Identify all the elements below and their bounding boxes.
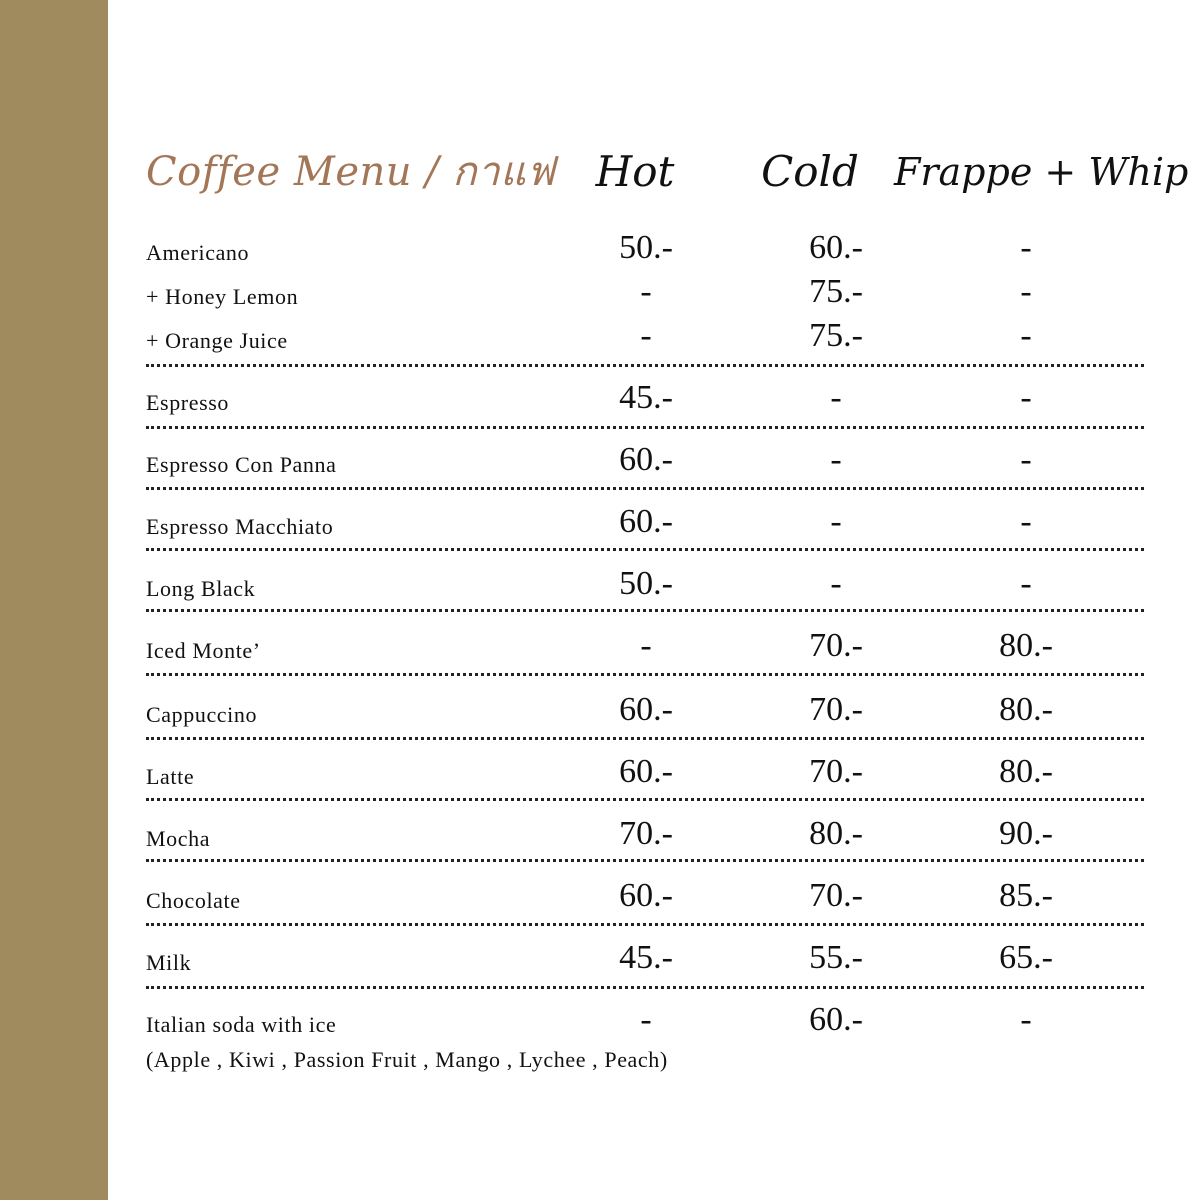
dotted-separator xyxy=(146,923,1144,926)
menu-row-milk xyxy=(146,938,1146,978)
price-hot: 50.- xyxy=(619,565,673,602)
price-hot: - xyxy=(640,317,652,354)
column-header-hot: Hot xyxy=(595,147,675,196)
item-name: Milk xyxy=(146,950,192,975)
price-frappe: 80.- xyxy=(999,627,1053,664)
price-cold: 60.- xyxy=(809,229,863,266)
price-hot: 60.- xyxy=(619,691,673,728)
item-name: Mocha xyxy=(146,826,211,851)
menu-row-americano xyxy=(146,228,1146,268)
item-name: Italian soda with ice xyxy=(146,1012,337,1037)
dotted-separator xyxy=(146,737,1144,740)
item-name: Chocolate xyxy=(146,888,241,913)
menu-row-latte xyxy=(146,752,1146,792)
price-frappe: 80.- xyxy=(999,691,1053,728)
price-hot: 45.- xyxy=(619,379,673,416)
menu-row-espresso xyxy=(146,378,1146,418)
dotted-separator xyxy=(146,859,1144,862)
price-cold: 70.- xyxy=(809,691,863,728)
price-cold: 70.- xyxy=(809,627,863,664)
price-cold: - xyxy=(830,565,842,602)
menu-row-chocolate xyxy=(146,876,1146,916)
price-frappe: - xyxy=(1020,565,1032,602)
price-hot: - xyxy=(640,273,652,310)
item-name: Latte xyxy=(146,764,195,789)
price-frappe: 85.- xyxy=(999,877,1053,914)
price-hot: 60.- xyxy=(619,877,673,914)
price-frappe: - xyxy=(1020,379,1032,416)
dotted-separator xyxy=(146,673,1144,676)
menu-row-iced-monte xyxy=(146,626,1146,666)
item-name: + Orange Juice xyxy=(146,328,288,353)
price-frappe: - xyxy=(1020,317,1032,354)
price-frappe: - xyxy=(1020,273,1032,310)
price-hot: 60.- xyxy=(619,503,673,540)
item-name: Long Black xyxy=(146,576,256,601)
price-frappe: 65.- xyxy=(999,939,1053,976)
item-name: Espresso Macchiato xyxy=(146,514,334,539)
price-hot: 60.- xyxy=(619,441,673,478)
price-cold: - xyxy=(830,503,842,540)
price-frappe: - xyxy=(1020,503,1032,540)
italian-soda-flavors-note: (Apple , Kiwi , Passion Fruit , Mango , Lychee , Peach) xyxy=(146,1047,668,1072)
price-frappe: 80.- xyxy=(999,753,1053,790)
price-cold: 70.- xyxy=(809,753,863,790)
dotted-separator xyxy=(146,548,1144,551)
dotted-separator xyxy=(146,487,1144,490)
price-hot: 50.- xyxy=(619,229,673,266)
price-cold: 75.- xyxy=(809,273,863,310)
price-cold: 80.- xyxy=(809,815,863,852)
price-hot: 70.- xyxy=(619,815,673,852)
price-cold: 75.- xyxy=(809,317,863,354)
menu-row-cappuccino xyxy=(146,690,1146,730)
column-header-frappe: Frappe + Whip xyxy=(894,150,1189,194)
menu-row-mocha xyxy=(146,814,1146,854)
price-frappe: 90.- xyxy=(999,815,1053,852)
price-hot: 45.- xyxy=(619,939,673,976)
dotted-separator xyxy=(146,426,1144,429)
item-name: + Honey Lemon xyxy=(146,284,299,309)
price-hot: - xyxy=(640,1001,652,1038)
dotted-separator xyxy=(146,609,1144,612)
item-name: Iced Monte’ xyxy=(146,638,261,663)
price-cold: 60.- xyxy=(809,1001,863,1038)
menu-row-honey-lemon xyxy=(146,272,1146,312)
price-hot: 60.- xyxy=(619,753,673,790)
dotted-separator xyxy=(146,986,1144,989)
price-cold: - xyxy=(830,379,842,416)
menu-title: Coffee Menu / กาแฟ xyxy=(146,149,556,195)
price-cold: 55.- xyxy=(809,939,863,976)
menu-row-espresso-macchiato xyxy=(146,502,1146,542)
item-name: Americano xyxy=(146,240,250,265)
menu-row-orange-juice xyxy=(146,316,1146,356)
item-name: Espresso xyxy=(146,390,230,415)
item-name: Cappuccino xyxy=(146,702,258,727)
price-cold: - xyxy=(830,441,842,478)
price-hot: - xyxy=(640,627,652,664)
menu-row-italian-soda xyxy=(146,1000,1146,1040)
price-frappe: - xyxy=(1020,1001,1032,1038)
price-frappe: - xyxy=(1020,229,1032,266)
column-header-cold: Cold xyxy=(761,147,859,196)
menu-row-espresso-con-panna xyxy=(146,440,1146,480)
menu-row-long-black xyxy=(146,564,1146,604)
dotted-separator xyxy=(146,364,1144,367)
dotted-separator xyxy=(146,798,1144,801)
item-name: Espresso Con Panna xyxy=(146,452,337,477)
side-bar xyxy=(0,0,108,1200)
price-cold: 70.- xyxy=(809,877,863,914)
price-frappe: - xyxy=(1020,441,1032,478)
